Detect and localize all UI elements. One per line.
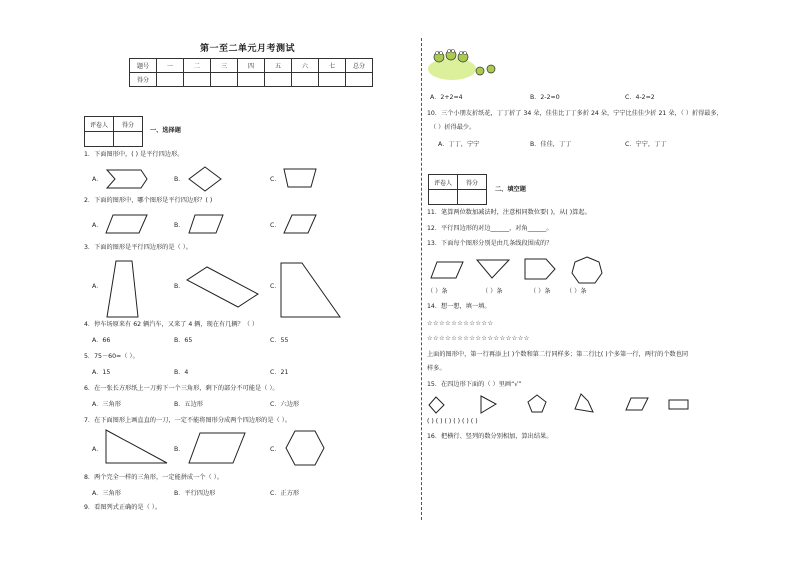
answer-blank[interactable]: （ ）条: [566, 288, 587, 295]
triangle-shape: [476, 259, 510, 279]
quadrilateral-shape: [574, 393, 594, 413]
question-8: 8．两个完全一样的三角形，一定能拼成一个（ ）。: [84, 474, 223, 481]
question-10: 10．三个小朋友折纸花，丁丁折了 34 朵，佳佳比丁丁多折 24 朵，宁宁比佳佳少折 21 朵，（ ）折得最多，: [427, 110, 723, 117]
option-c[interactable]: C．六边形: [270, 401, 300, 408]
option-a[interactable]: A．15: [92, 369, 111, 376]
option-b[interactable]: B．: [174, 446, 185, 453]
question-3: 3．下面的图形是平行四边形的是（ ）。: [84, 244, 192, 251]
option-a[interactable]: A．: [92, 283, 103, 290]
trapezoid-shape: [106, 260, 140, 318]
score-cell[interactable]: [157, 73, 184, 87]
score-cell[interactable]: [292, 73, 319, 87]
rectangle-shape: [668, 399, 690, 411]
right-trapezoid-shape: [280, 262, 342, 318]
score-cell[interactable]: [265, 73, 292, 87]
score-table-score-row: [130, 73, 373, 87]
section-heading: 二、填空题: [495, 186, 526, 193]
score-cell[interactable]: [458, 190, 487, 205]
hexagon-shape: [285, 430, 325, 466]
question-4: 4．停车场原来有 62 辆汽车，又来了 4 辆，现在有几辆？（ ）: [84, 321, 259, 328]
score-label: 得分: [114, 117, 143, 132]
rhombus-shape: [186, 266, 260, 308]
option-b[interactable]: B．2-2=0: [530, 94, 560, 101]
triangle-shape: [105, 429, 169, 465]
parallelogram-shape: [283, 214, 317, 234]
question-15: 15．在四边形下面的（ ）里画“√”: [427, 381, 522, 388]
reviewer-label: 评卷人: [429, 175, 458, 190]
option-b[interactable]: B．4: [174, 369, 189, 376]
stars-row-1: ☆☆☆☆☆☆☆☆☆☆☆: [427, 320, 494, 327]
option-c[interactable]: C．4-2=2: [625, 94, 655, 101]
question-14: 14．想一想，填一填。: [427, 303, 491, 310]
column-divider: [421, 38, 422, 520]
option-c[interactable]: C．: [270, 446, 281, 453]
option-a[interactable]: A．丁丁，宁宁: [438, 141, 480, 148]
score-cell[interactable]: [238, 73, 265, 87]
grader-box-right: [428, 174, 487, 205]
frogs-illustration: [428, 43, 500, 81]
option-c[interactable]: C．21: [270, 369, 289, 376]
score-header-cell: 三: [211, 59, 238, 73]
option-b[interactable]: B．佳佳，丁丁: [530, 141, 572, 148]
score-header-cell: 二: [184, 59, 211, 73]
score-header-cell: 四: [238, 59, 265, 73]
parallelogram-shape: [188, 432, 246, 464]
question-16: 16．把横行、竖列的数分别相加，算出结果。: [427, 433, 553, 440]
diamond-shape: [428, 396, 446, 414]
option-a[interactable]: A．: [92, 446, 103, 453]
reviewer-label: 评卷人: [85, 117, 114, 132]
score-table: [129, 58, 373, 87]
question-9: 9．看图列式正确的是（ ）。: [84, 504, 162, 511]
score-row-label: 得分: [130, 73, 157, 87]
reviewer-cell[interactable]: [85, 132, 114, 147]
option-b[interactable]: B．: [174, 176, 185, 183]
option-b[interactable]: B．65: [174, 337, 193, 344]
score-cell[interactable]: [319, 73, 346, 87]
question-12: 12．平行四边形的对边______，对角______。: [427, 225, 553, 232]
heptagon-shape: [571, 256, 603, 284]
question-13: 13．下面每个图形分别是由几条线段围成的？: [427, 240, 553, 247]
score-cell[interactable]: [346, 73, 373, 87]
question-1: 1．下面图形中，( ) 是平行四边形。: [84, 151, 184, 158]
question-2: 2．下面的图形中，哪个图形是平行四边形？( ): [84, 197, 213, 204]
option-b[interactable]: B．平行四边形: [174, 490, 216, 497]
score-cell[interactable]: [114, 132, 143, 147]
option-b[interactable]: B．: [174, 222, 185, 229]
option-c[interactable]: C．: [270, 222, 281, 229]
score-header-cell: 七: [319, 59, 346, 73]
option-a[interactable]: A．三角形: [92, 401, 121, 408]
option-a[interactable]: A．2+2=4: [430, 94, 463, 101]
question-7: 7．在下面图形上画直直的一刀，一定不能将图形分成两个四边形的是（ ）。: [84, 417, 291, 424]
option-a[interactable]: A．66: [92, 337, 111, 344]
parallelogram-shape: [188, 214, 224, 234]
option-c[interactable]: C．55: [270, 337, 289, 344]
answer-blank[interactable]: （ ）条: [530, 288, 551, 295]
option-b[interactable]: B．: [174, 283, 185, 290]
pentagon-shape: [524, 258, 556, 280]
section-heading: 一、选择题: [150, 127, 181, 134]
option-b[interactable]: B．五边形: [174, 401, 203, 408]
score-header-cell: 题号: [130, 59, 157, 73]
score-header-cell: 一: [157, 59, 184, 73]
score-cell[interactable]: [184, 73, 211, 87]
parallelogram-shape: [105, 214, 149, 234]
score-label: 得分: [458, 175, 487, 190]
question-14-text: 上面的图形中，第一行再添上( )个数和第二行同样多；第二行比( )个多第一行，两行的个数也同: [427, 351, 689, 358]
score-header-cell: 总分: [346, 59, 373, 73]
score-cell[interactable]: [211, 73, 238, 87]
triangle-shape: [480, 395, 498, 415]
option-c[interactable]: C．: [270, 176, 281, 183]
page-title: 第一至二单元月考测试: [200, 44, 296, 54]
score-header-cell: 六: [292, 59, 319, 73]
option-a[interactable]: A．: [92, 222, 103, 229]
arrow-hexagon-shape: [105, 168, 149, 190]
score-table-header-row: [130, 59, 373, 73]
question-11: 11．笔算两位数加减法时，注意相同数位要( )，从( )算起。: [427, 209, 591, 216]
rhombus-shape: [188, 166, 224, 192]
answer-blanks-row[interactable]: ( ) ( ) ( ) ( ) ( ) ( ): [427, 418, 478, 425]
grader-box-left: [84, 116, 143, 147]
option-c[interactable]: C．正方形: [270, 490, 300, 497]
option-a[interactable]: A．三角形: [92, 490, 121, 497]
stars-row-2: ☆☆☆☆☆☆☆☆☆☆☆☆☆☆☆☆☆: [427, 335, 530, 342]
score-header-cell: 五: [265, 59, 292, 73]
question-5: 5．75－60=（ ）。: [84, 353, 139, 360]
answer-blank[interactable]: （ ）条: [482, 288, 503, 295]
answer-blank[interactable]: （ ）条: [427, 288, 448, 295]
question-6: 6．在一张长方形纸上一刀剪下一个三角形，剩下的部分不可能是（ ）。: [84, 385, 279, 392]
reviewer-cell[interactable]: [429, 190, 458, 205]
pentagon-shape: [527, 394, 547, 414]
parallelogram-shape: [430, 261, 464, 279]
parallelogram-shape: [625, 397, 649, 411]
option-c[interactable]: C．: [270, 283, 281, 290]
question-10-cont: （ ）折得最少。: [430, 124, 476, 131]
option-a[interactable]: A．: [92, 176, 103, 183]
question-14-text-cont: 样多。: [427, 365, 446, 372]
option-c[interactable]: C．宁宁，丁丁: [625, 141, 667, 148]
trapezoid-shape: [283, 167, 317, 189]
